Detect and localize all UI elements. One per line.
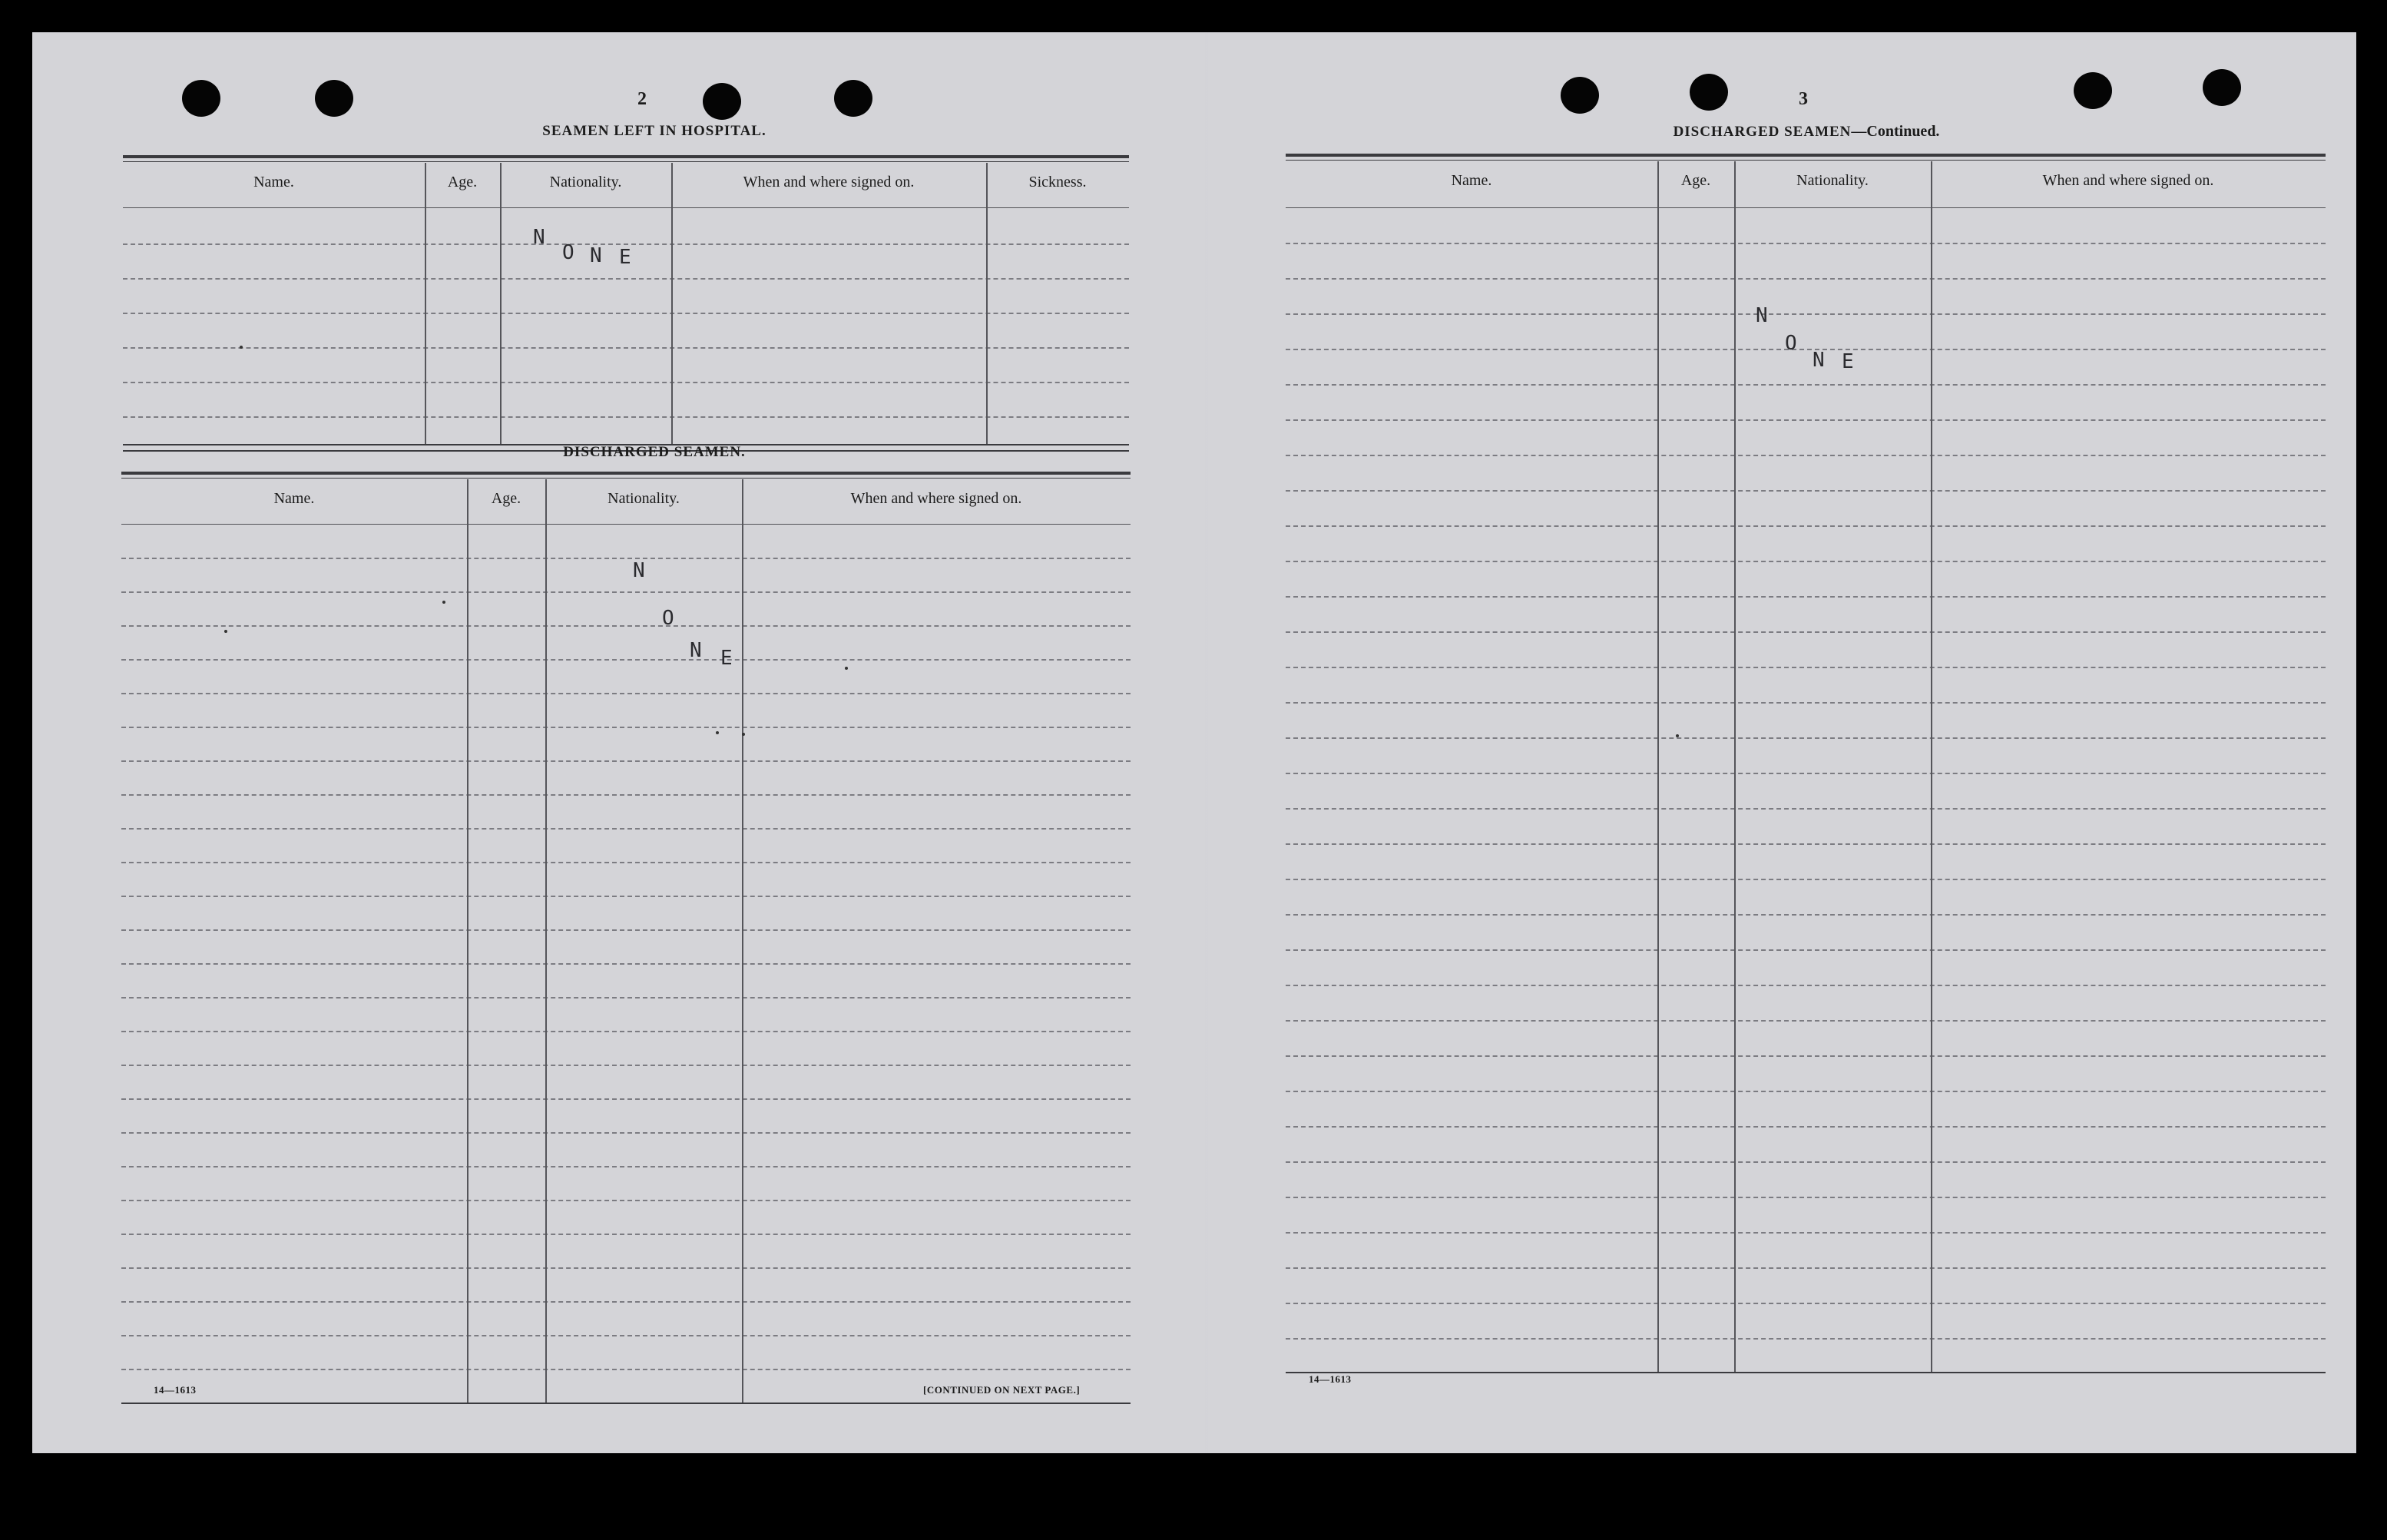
- column-header-nationality: Nationality.: [1796, 172, 1869, 189]
- document-sheet: [32, 32, 2356, 1453]
- column-header-sickness: Sickness.: [1028, 174, 1087, 190]
- column-header-age: Age.: [1680, 172, 1711, 189]
- punch-hole: [1690, 74, 1728, 111]
- none-stamp-letter: N: [690, 639, 702, 662]
- none-stamp-letter: N: [533, 226, 545, 249]
- ink-speck: [1676, 734, 1679, 737]
- none-stamp-letter: E: [619, 246, 631, 269]
- none-stamp-letter: N: [1813, 349, 1825, 372]
- hospital-table: [123, 155, 1129, 455]
- form-number-right: 14—1613: [1309, 1373, 1352, 1385]
- column-header-nationality: Nationality.: [549, 174, 622, 190]
- ink-speck: [716, 731, 719, 734]
- none-stamp-letter: N: [1756, 304, 1768, 327]
- column-header-signed-on: When and where signed on.: [2042, 172, 2214, 189]
- page-fold: [1206, 32, 1208, 1453]
- ink-speck: [442, 601, 445, 604]
- title-suffix: —Continued.: [1851, 123, 1940, 140]
- none-stamp-letter: O: [662, 607, 674, 630]
- hospital-section-title: SEAMEN LEFT IN HOSPITAL.: [542, 123, 766, 139]
- ink-speck: [240, 346, 243, 349]
- punch-hole: [182, 80, 220, 117]
- punch-hole: [2074, 72, 2112, 109]
- none-stamp-letter: N: [590, 244, 602, 267]
- ink-speck: [224, 630, 227, 633]
- discharged-table-left: [121, 472, 1131, 1421]
- form-number-left: 14—1613: [154, 1384, 197, 1396]
- column-header-name: Name.: [253, 174, 294, 190]
- discharged-continued-title: [1614, 123, 1998, 141]
- punch-hole: [1561, 77, 1599, 114]
- punch-hole: [834, 80, 872, 117]
- continued-note: [CONTINUED ON NEXT PAGE.]: [923, 1384, 1081, 1396]
- punch-hole: [315, 80, 353, 117]
- column-header-age: Age.: [447, 174, 478, 190]
- punch-hole: [703, 83, 741, 120]
- ink-speck: [742, 733, 745, 736]
- punch-hole: [2203, 69, 2241, 106]
- column-header-name: Name.: [273, 490, 315, 507]
- none-stamp-letter: O: [1785, 332, 1797, 355]
- ink-speck: [845, 667, 848, 670]
- column-header-name: Name.: [1451, 172, 1492, 189]
- none-stamp-letter: N: [633, 559, 645, 582]
- column-header-signed-on: When and where signed on.: [850, 490, 1022, 507]
- page-number-left: 2: [637, 89, 647, 109]
- none-stamp-letter: E: [720, 647, 733, 670]
- none-stamp-letter: O: [562, 241, 574, 264]
- column-header-age: Age.: [491, 490, 521, 507]
- column-header-signed-on: When and where signed on.: [743, 174, 915, 190]
- column-header-nationality: Nationality.: [608, 490, 680, 507]
- discharged-table-right: [1286, 154, 2326, 1413]
- title-main: DISCHARGED SEAMEN: [1673, 124, 1852, 140]
- page-number-right: 3: [1799, 89, 1808, 109]
- discharged-section-title: DISCHARGED SEAMEN.: [563, 444, 746, 460]
- none-stamp-letter: E: [1842, 350, 1854, 373]
